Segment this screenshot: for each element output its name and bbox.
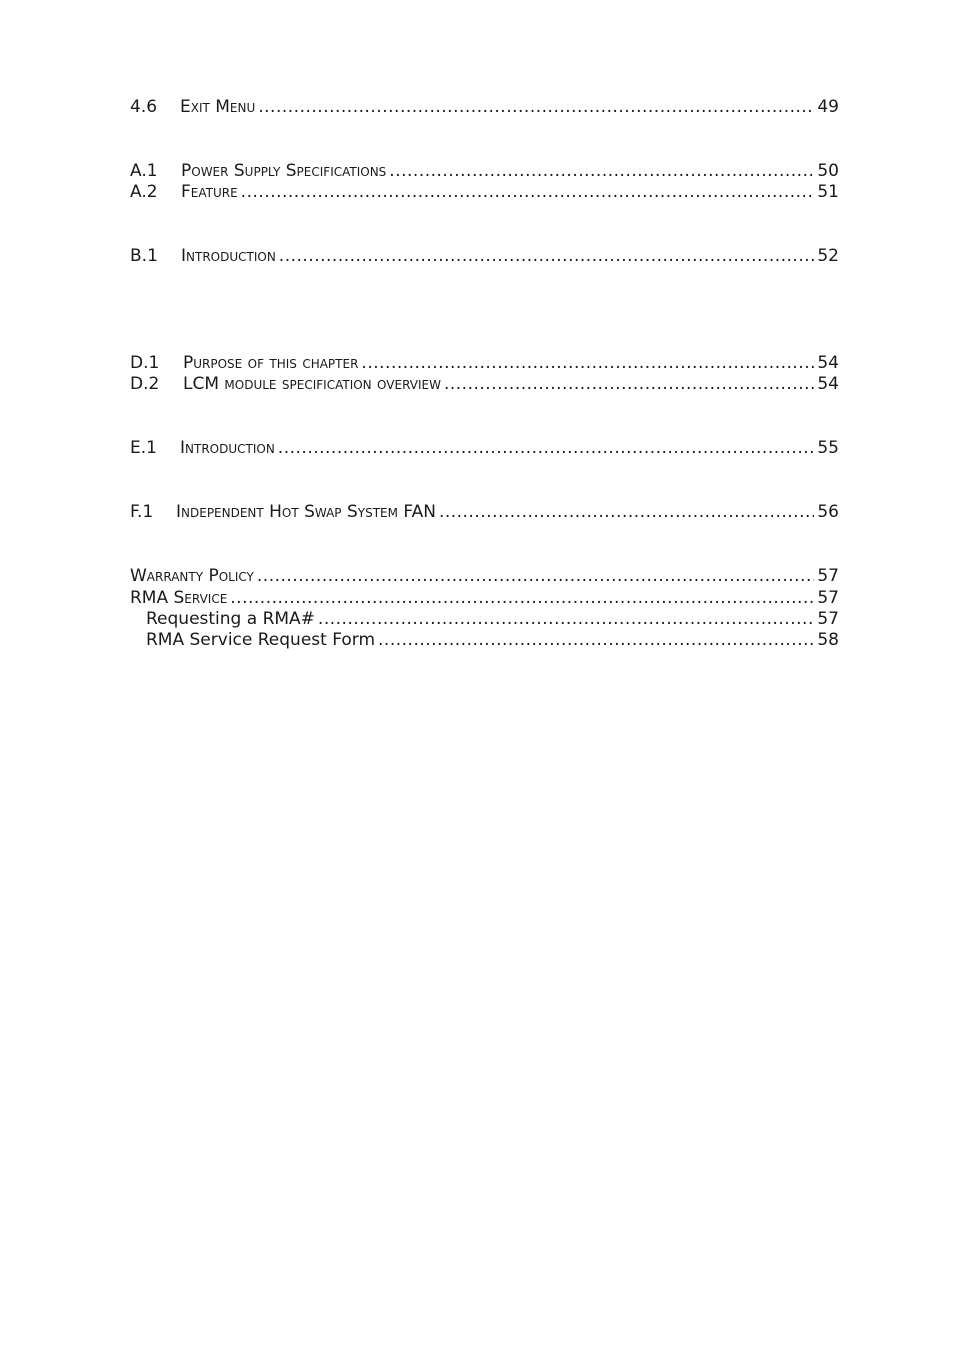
toc-number: 4.6 <box>130 97 158 117</box>
toc-entry[interactable] <box>130 587 839 609</box>
toc-page-number: 51 <box>817 182 839 202</box>
toc-entry[interactable] <box>130 245 839 267</box>
toc-leader <box>257 565 814 587</box>
toc-entry[interactable] <box>130 181 839 203</box>
toc-page-number: 49 <box>817 97 839 117</box>
toc-title: Independent Hot Swap System FAN <box>176 502 436 522</box>
toc-title: Requesting a RMA# <box>146 609 315 629</box>
toc-entry[interactable] <box>130 565 839 587</box>
toc-leader <box>241 181 815 203</box>
toc-leader <box>318 608 814 630</box>
toc-page-number: 54 <box>817 353 839 373</box>
toc-leader <box>378 629 814 651</box>
toc-entry[interactable] <box>130 96 839 118</box>
toc-page-number: 57 <box>817 609 839 629</box>
toc-entry[interactable] <box>130 501 839 523</box>
toc-title: RMA Service Request Form <box>146 630 376 650</box>
toc-number: D.2 <box>130 374 160 394</box>
toc-title: Warranty Policy <box>130 566 254 586</box>
toc-title: LCM module specification overview <box>183 374 441 394</box>
toc-entry[interactable] <box>130 352 839 374</box>
toc-number: A.2 <box>130 182 158 202</box>
toc-number: F.1 <box>130 502 154 522</box>
toc-page-number: 54 <box>817 374 839 394</box>
toc-title: Exit Menu <box>180 97 256 117</box>
toc-page-number: 57 <box>817 566 839 586</box>
toc-page-number: 58 <box>817 630 839 650</box>
toc-page-number: 56 <box>817 502 839 522</box>
toc-leader <box>361 352 814 374</box>
toc-page-number: 55 <box>817 438 839 458</box>
toc-title: Feature <box>181 182 238 202</box>
toc-page-number: 57 <box>817 588 839 608</box>
toc-leader <box>444 373 814 395</box>
toc-title: RMA Service <box>130 588 228 608</box>
toc-entry[interactable] <box>146 629 839 651</box>
toc-leader <box>279 245 815 267</box>
toc-entry[interactable] <box>146 608 839 630</box>
toc-leader <box>230 587 814 609</box>
toc-number: E.1 <box>130 438 157 458</box>
toc-title: Introduction <box>181 246 276 266</box>
toc-title: Introduction <box>180 438 275 458</box>
toc-number: D.1 <box>130 353 160 373</box>
toc-leader <box>278 437 815 459</box>
toc-leader <box>439 501 814 523</box>
toc-entry[interactable] <box>130 373 839 395</box>
toc-page-number: 50 <box>817 161 839 181</box>
toc-entry[interactable] <box>130 160 839 182</box>
toc-number: B.1 <box>130 246 158 266</box>
toc-title: Purpose of this chapter <box>183 353 359 373</box>
toc-number: A.1 <box>130 161 158 181</box>
toc-title: Power Supply Specifications <box>181 161 387 181</box>
toc-entry[interactable] <box>130 437 839 459</box>
toc-page-number: 52 <box>817 246 839 266</box>
toc-leader <box>258 96 814 118</box>
toc-leader <box>389 160 814 182</box>
